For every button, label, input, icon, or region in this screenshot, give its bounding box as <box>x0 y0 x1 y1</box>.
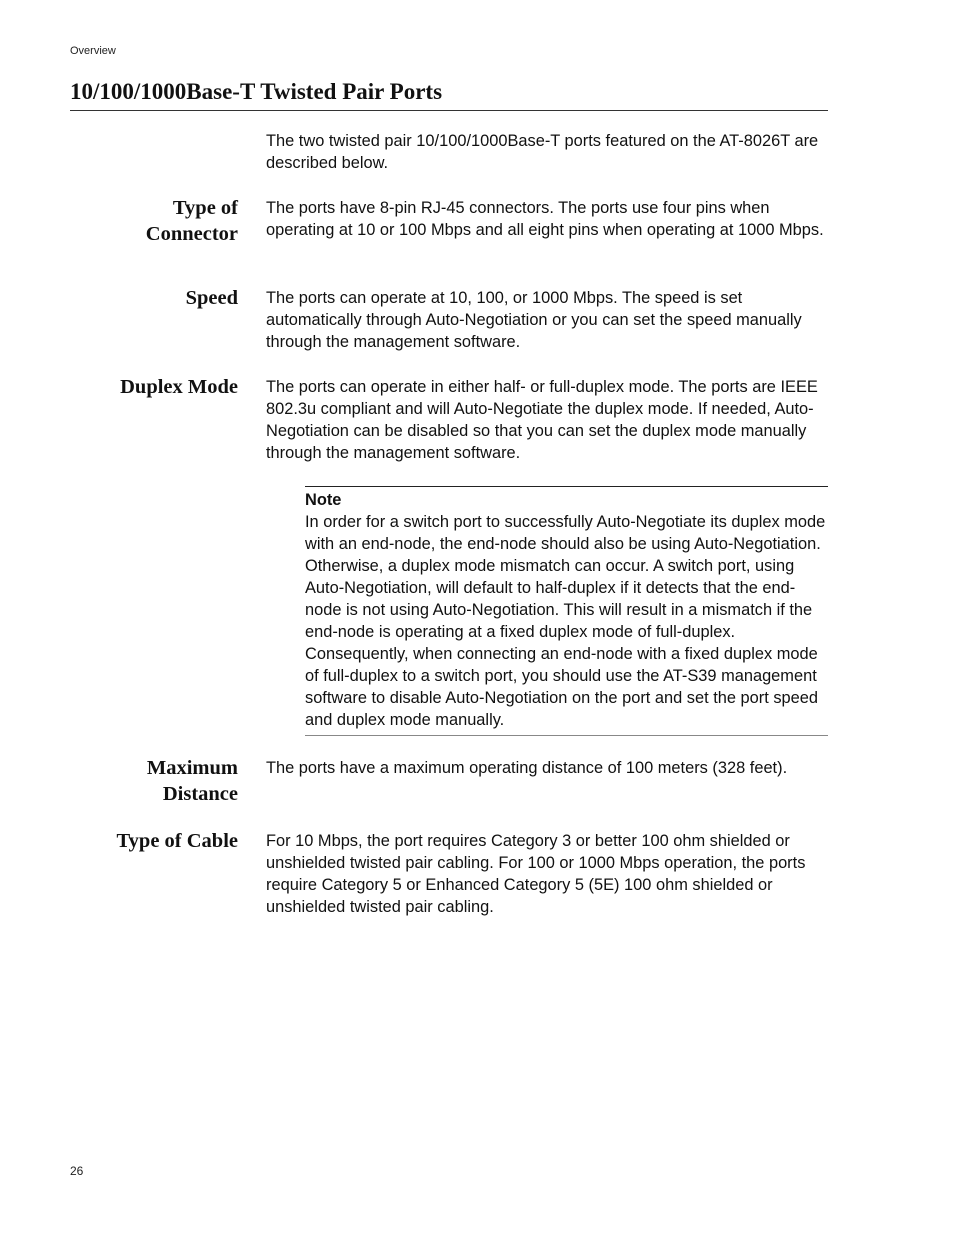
label-line: Maximum <box>146 757 238 779</box>
section-title: 10/100/1000Base-T Twisted Pair Ports <box>70 78 828 111</box>
intro-text: The two twisted pair 10/100/1000Base-T ports featured on the AT-8026T are described below. <box>266 132 819 172</box>
label-line: Type of Cable <box>116 830 238 852</box>
note-box <box>305 486 828 736</box>
note-text: In order for a switch port to successfully Auto-Negotiate its duplex mode with an end-node, the end-node should also be using Auto-Negotiation. Otherwise, a duplex mode mismatch can occur. A switch port, using Auto-Negotiation, will default to half-duplex if it detects that the end-node is not using Auto-Negotiation. This will result in a mismatch if the end-node is operating at a fixed duplex mode of full-duplex. Consequently, when connecting an end-node with a fixed duplex mode of full-duplex to a switch port, you should use the AT-S39 management software to disable Auto-Negotiation on the port and set the port speed and duplex mode manually. <box>305 513 826 729</box>
item-body <box>266 757 831 779</box>
item-label <box>68 285 238 311</box>
intro-paragraph <box>266 130 831 174</box>
item-body <box>266 830 831 918</box>
label-line: Type of <box>172 197 238 219</box>
label-line: Duplex Mode <box>120 376 238 398</box>
item-body <box>266 376 831 464</box>
label-line: Distance <box>162 783 238 805</box>
note-title: Note <box>305 491 342 509</box>
page-number: 26 <box>70 1164 84 1178</box>
item-label <box>68 374 238 400</box>
item-body <box>266 287 831 353</box>
label-line: Connector <box>145 223 238 245</box>
item-text: The ports can operate in either half- or full-duplex mode. The ports are IEEE 802.3u compliant and will Auto-Negotiate the duplex mode. If needed, Auto-Negotiation can be disabled so that you can set the duplex mode manually through the management software. <box>266 378 818 462</box>
item-body <box>266 197 831 241</box>
item-text: The ports have 8-pin RJ-45 connectors. The ports use four pins when operating at 10 or 100 Mbps and all eight pins when operating at 1000 Mbps. <box>266 199 824 239</box>
running-header: Overview <box>70 45 116 57</box>
item-label <box>68 755 238 807</box>
label-line: Speed <box>185 287 238 309</box>
item-text: The ports have a maximum operating distance of 100 meters (328 feet). <box>266 759 788 777</box>
item-label <box>68 828 238 854</box>
item-label <box>68 195 238 247</box>
item-text: For 10 Mbps, the port requires Category 3 or better 100 ohm shielded or unshielded twisted pair cabling. For 100 or 1000 Mbps operation, the ports require Category 5 or Enhanced Category 5 (5E) 100 ohm shielded or unshielded twisted pair cabling. <box>266 832 806 916</box>
item-text: The ports can operate at 10, 100, or 1000 Mbps. The speed is set automatically through Auto-Negotiation or you can set the speed manually through the management software. <box>266 289 802 351</box>
